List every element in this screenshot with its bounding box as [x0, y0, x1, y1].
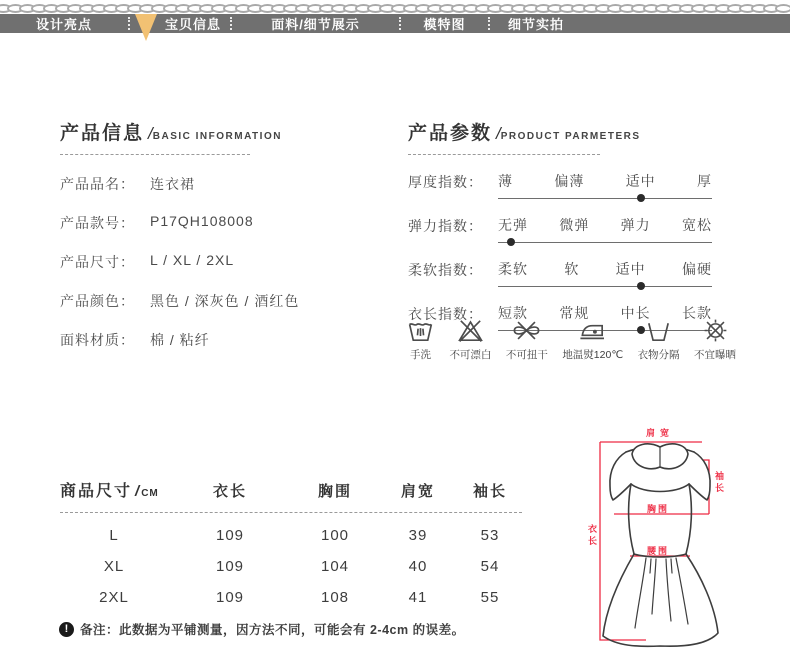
- index-option: 弹力: [620, 217, 651, 233]
- parameters-title: [408, 118, 728, 145]
- waist-label: 腰围: [646, 546, 670, 556]
- info-label: 产品品名：: [60, 176, 135, 192]
- bust-col-header: 胸围: [317, 483, 352, 500]
- index-label: 厚度指数：: [408, 174, 483, 190]
- index-option: 薄: [498, 173, 513, 189]
- tab-detail-shots[interactable]: 细节实拍: [507, 17, 564, 32]
- table-row: [60, 589, 522, 606]
- size-chart: [60, 478, 522, 606]
- softness-index-row: [408, 259, 728, 287]
- value-cell: 109: [215, 527, 245, 544]
- value-cell: 39: [408, 527, 428, 544]
- product-parameters-section: [408, 118, 728, 331]
- shoulder-width-label: 肩宽: [645, 428, 675, 438]
- basic-info-title-cn: 产品信息: [60, 123, 145, 144]
- care-label: 不可漂白: [449, 349, 492, 361]
- index-option: 偏薄: [554, 173, 585, 189]
- index-label: 弹力指数：: [408, 218, 483, 234]
- value-cell: 100: [320, 527, 350, 544]
- value-cell: 104: [320, 558, 350, 575]
- dress-measurement-diagram: [572, 416, 747, 649]
- value-cell: 53: [480, 527, 500, 544]
- size-cell: XL: [103, 558, 125, 575]
- index-label: 衣长指数：: [408, 306, 483, 322]
- index-marker-dot: [507, 238, 515, 246]
- value-cell: 54: [480, 558, 500, 575]
- index-option: 偏硬: [681, 261, 712, 277]
- bust-label: 胸围: [646, 504, 670, 514]
- index-option: 长款: [681, 305, 712, 321]
- care-item: [406, 316, 435, 362]
- index-option: 微弹: [559, 217, 590, 233]
- active-tab-marker-icon: [135, 14, 157, 41]
- parameters-title-cn: 产品参数: [408, 123, 493, 144]
- care-item: [562, 316, 623, 362]
- section-navbar: [0, 14, 790, 33]
- low-temp-iron-icon: [578, 316, 607, 345]
- garment-length-label: 衣长: [587, 524, 597, 548]
- index-option: 厚: [696, 173, 712, 189]
- no-sun-exposure-icon: [701, 316, 730, 345]
- info-row: [60, 174, 390, 194]
- info-value: P17QH108008: [150, 213, 254, 229]
- tab-design-highlights[interactable]: 设计亮点: [35, 17, 92, 32]
- dashed-divider: [60, 512, 522, 513]
- dashed-divider: [60, 154, 250, 155]
- tab-fabric-details[interactable]: 面料/细节展示: [271, 17, 360, 32]
- length-col-header: 衣长: [212, 483, 247, 500]
- care-instructions: [406, 316, 736, 362]
- index-option: 宽松: [681, 217, 712, 233]
- chain-border: [0, 2, 790, 14]
- care-label: 衣物分隔: [637, 349, 680, 361]
- sleeve-length-label: 袖长: [714, 471, 724, 495]
- title-slash: /: [148, 124, 153, 143]
- index-scale: [498, 259, 712, 287]
- care-item: [694, 316, 736, 362]
- info-row: [60, 252, 390, 272]
- care-item: [506, 316, 548, 362]
- value-cell: 108: [320, 589, 350, 606]
- hand-wash-icon: [406, 316, 435, 345]
- value-cell: 41: [408, 589, 428, 606]
- value-cell: 40: [408, 558, 428, 575]
- value-cell: 109: [215, 589, 245, 606]
- care-item: [449, 316, 491, 362]
- index-option: 软: [564, 261, 580, 277]
- size-cell: 2XL: [99, 589, 129, 606]
- title-slash: /: [496, 124, 501, 143]
- exclamation-icon: !: [59, 622, 74, 637]
- info-row: [60, 213, 390, 233]
- no-wring-icon: [512, 316, 541, 345]
- index-marker-dot: [637, 282, 645, 290]
- index-option: 柔软: [498, 261, 528, 277]
- no-bleach-icon: [456, 316, 485, 345]
- care-label: 地温熨120℃: [562, 349, 624, 361]
- index-option: 常规: [559, 305, 590, 321]
- index-label: 柔软指数：: [408, 262, 483, 278]
- index-option: 短款: [498, 305, 528, 321]
- basic-info-title: [60, 118, 390, 145]
- care-label: 不可扭干: [505, 349, 548, 361]
- tab-model-photos[interactable]: 模特图: [423, 17, 466, 32]
- basic-info-section: [60, 118, 390, 350]
- tab-item-info-active[interactable]: 宝贝信息: [164, 17, 221, 32]
- size-col-header: 商品尺寸 /CM: [60, 483, 159, 500]
- value-cell: 109: [215, 558, 245, 575]
- table-row: [60, 527, 522, 544]
- index-option: 适中: [625, 173, 656, 189]
- value-cell: 55: [480, 589, 500, 606]
- info-label: 产品款号：: [60, 215, 135, 231]
- separate-wash-icon: [644, 316, 673, 345]
- dashed-divider: [408, 154, 600, 155]
- sleeve-col-header: 袖长: [472, 483, 507, 500]
- care-item: [638, 316, 680, 362]
- index-option: 中长: [620, 305, 651, 321]
- index-option: 适中: [615, 261, 646, 277]
- shoulder-col-header: 肩宽: [400, 483, 435, 500]
- measurement-note: [59, 620, 465, 638]
- info-value: 连衣裙: [150, 176, 195, 192]
- info-label: 产品尺寸：: [60, 254, 135, 270]
- info-value: 棉 / 粘纤: [150, 332, 210, 348]
- size-cell: L: [109, 527, 119, 544]
- index-marker-dot: [637, 194, 645, 202]
- parameters-title-en: PRODUCT PARMETERS: [500, 131, 641, 142]
- info-value: L / XL / 2XL: [150, 252, 235, 268]
- care-label: 手洗: [410, 349, 431, 361]
- index-option: 无弹: [498, 217, 528, 233]
- note-text: 备注：此数据为平铺测量，因方法不同，可能会有 2-4cm 的误差。: [80, 623, 465, 637]
- info-label: 产品颜色：: [60, 293, 135, 309]
- index-scale: [498, 215, 712, 243]
- info-value: 黑色 / 深灰色 / 酒红色: [150, 293, 300, 309]
- info-row: [60, 291, 390, 311]
- table-row: [60, 558, 522, 575]
- care-label: 不宜曝晒: [694, 349, 736, 361]
- size-chart-header: [60, 478, 522, 501]
- thickness-index-row: [408, 171, 728, 199]
- basic-info-title-en: BASIC INFORMATION: [152, 131, 282, 142]
- info-label: 面料材质：: [60, 332, 135, 348]
- elasticity-index-row: [408, 215, 728, 243]
- info-row: [60, 330, 390, 350]
- index-scale: [498, 171, 712, 199]
